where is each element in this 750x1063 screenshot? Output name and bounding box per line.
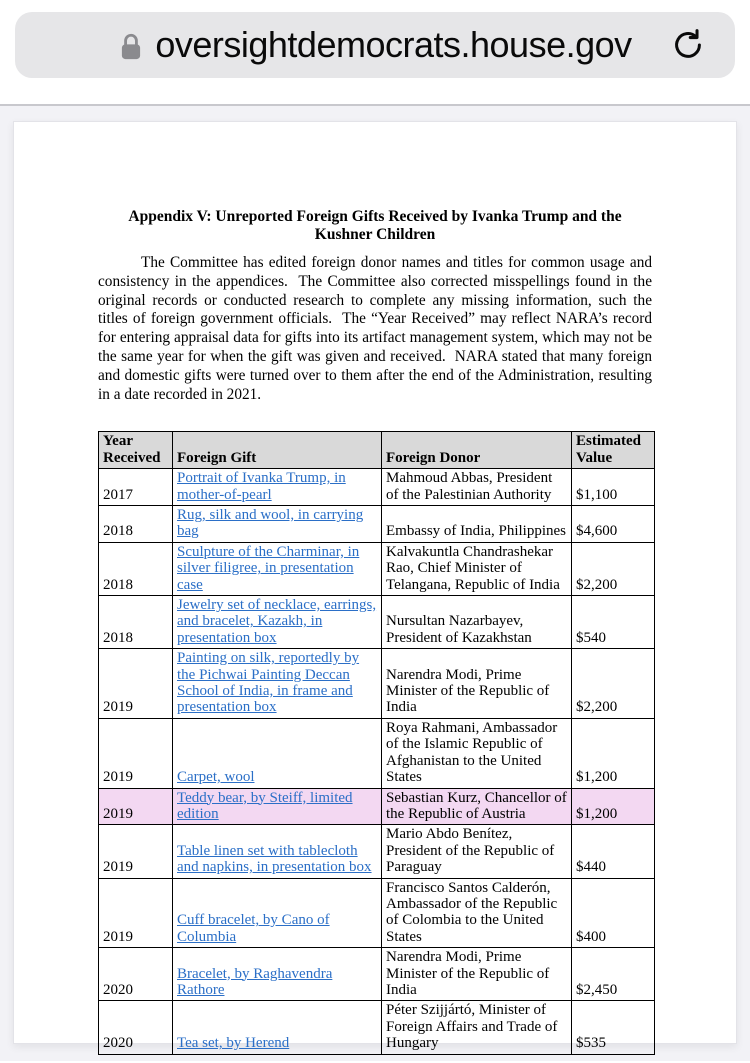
col-header-foreign-gift: Foreign Gift: [173, 432, 382, 469]
table-row: [99, 542, 655, 595]
gift-cell: [173, 542, 382, 595]
gift-cell: [173, 825, 382, 878]
value-cell: $2,200: [572, 542, 655, 595]
year-cell: 2017: [99, 469, 173, 506]
value-cell: $1,100: [572, 469, 655, 506]
gift-link[interactable]: Bracelet, by Raghavendra Rathore: [177, 965, 333, 998]
gift-link[interactable]: Cuff bracelet, by Cano of Columbia: [177, 912, 330, 945]
gifts-table-body: [99, 469, 655, 1054]
year-cell: 2018: [99, 506, 173, 543]
table-row: [99, 469, 655, 506]
gift-link[interactable]: Teddy bear, by Steiff, limited edition: [177, 789, 353, 822]
url-text: oversightdemocrats.house.gov: [155, 24, 632, 65]
table-row: [99, 506, 655, 543]
gift-cell: [173, 948, 382, 1001]
gift-cell: [173, 788, 382, 825]
donor-cell: Francisco Santos Calderón, Ambassador of the Republic of Colombia to the United States: [382, 878, 572, 948]
year-cell: 2019: [99, 649, 173, 719]
col-header-estimated-value: Estimated Value: [572, 432, 655, 469]
table-row: [99, 649, 655, 719]
browser-chrome: [0, 0, 750, 106]
table-row: [99, 718, 655, 788]
table-row: [99, 596, 655, 649]
gift-link[interactable]: Portrait of Ivanka Trump, in mother-of-pearl: [177, 470, 346, 503]
value-cell: $1,200: [572, 718, 655, 788]
page-background: [0, 106, 750, 1061]
year-cell: 2019: [99, 878, 173, 948]
gift-cell: [173, 649, 382, 719]
document-page: [13, 121, 737, 1052]
intro-paragraph: The Committee has edited foreign donor names and titles for common usage and consistency in the appendices. The Committee also corrected misspellings found in the original records or conducted research to complete any missing information, such the titles of foreign government officials. The “Year Received” may reflect NARA’s record for entering appraisal data for gifts into its artifact management system, which may not be the same year for when the gift was given and received. NARA stated that many foreign and domestic gifts were turned over to them after the end of the Administration, resulting in a date recorded in 2021.: [98, 254, 656, 403]
donor-cell: Sebastian Kurz, Chancellor of the Republic of Austria: [382, 788, 572, 825]
gift-link[interactable]: Jewelry set of necklace, earrings, and bracelet, Kazakh, in presentation box: [177, 597, 377, 646]
donor-cell: Mario Abdo Benítez, President of the Republic of Paraguay: [382, 825, 572, 878]
gift-link[interactable]: Sculpture of the Charminar, in silver filigree, in presentation case: [177, 543, 360, 593]
gift-link[interactable]: Carpet, wool: [177, 769, 255, 786]
value-cell: $2,450: [572, 948, 655, 1001]
gift-cell: [173, 718, 382, 788]
col-header-year-received: Year Received: [99, 432, 173, 469]
gift-cell: [173, 1001, 382, 1054]
table-row: [99, 825, 655, 878]
gift-cell: [173, 469, 382, 506]
donor-cell: Roya Rahmani, Ambassador of the Islamic Republic of Afghanistan to the United States: [382, 718, 572, 788]
value-cell: $440: [572, 825, 655, 878]
donor-cell: Kalvakuntla Chandrashekar Rao, Chief Minister of Telangana, Republic of India: [382, 542, 572, 595]
year-cell: 2019: [99, 825, 173, 878]
table-header-row: [99, 432, 655, 469]
gift-link[interactable]: Painting on silk, reportedly by the Pichwai Painting Deccan School of India, in frame and presentation box: [177, 650, 360, 716]
gift-link[interactable]: Tea set, by Herend: [177, 1035, 290, 1052]
gift-cell: [173, 506, 382, 543]
table-row: [99, 948, 655, 1001]
table-row: [99, 788, 655, 825]
gift-link[interactable]: Table linen set with tablecloth and napkins, in presentation box: [177, 842, 372, 876]
year-cell: 2018: [99, 596, 173, 649]
donor-cell: Narendra Modi, Prime Minister of the Republic of India: [382, 948, 572, 1001]
document-content: [14, 122, 736, 1055]
table-row: [99, 1001, 655, 1054]
donor-cell: Mahmoud Abbas, President of the Palestinian Authority: [382, 469, 572, 506]
year-cell: 2019: [99, 788, 173, 825]
lock-icon: [118, 31, 144, 62]
gifts-table: [98, 431, 655, 1054]
gift-cell: [173, 596, 382, 649]
value-cell: $2,200: [572, 649, 655, 719]
value-cell: $1,200: [572, 788, 655, 825]
gift-cell: [173, 878, 382, 948]
donor-cell: Narendra Modi, Prime Minister of the Republic of India: [382, 649, 572, 719]
value-cell: $540: [572, 596, 655, 649]
reload-icon[interactable]: [669, 26, 707, 64]
donor-cell: Nursultan Nazarbayev, President of Kazakhstan: [382, 596, 572, 649]
year-cell: 2019: [99, 718, 173, 788]
donor-cell: Péter Szijjártó, Minister of Foreign Affairs and Trade of Hungary: [382, 1001, 572, 1054]
value-cell: $400: [572, 878, 655, 948]
table-row: [99, 878, 655, 948]
gift-link[interactable]: Rug, silk and wool, in carrying bag: [177, 507, 364, 540]
address-bar[interactable]: [15, 12, 735, 78]
year-cell: 2020: [99, 1001, 173, 1054]
value-cell: $4,600: [572, 506, 655, 543]
value-cell: $535: [572, 1001, 655, 1054]
year-cell: 2020: [99, 948, 173, 1001]
year-cell: 2018: [99, 542, 173, 595]
document-title: Appendix V: Unreported Foreign Gifts Received by Ivanka Trump and the Kushner Children: [128, 208, 622, 243]
col-header-foreign-donor: Foreign Donor: [382, 432, 572, 469]
donor-cell: Embassy of India, Philippines: [382, 506, 572, 543]
